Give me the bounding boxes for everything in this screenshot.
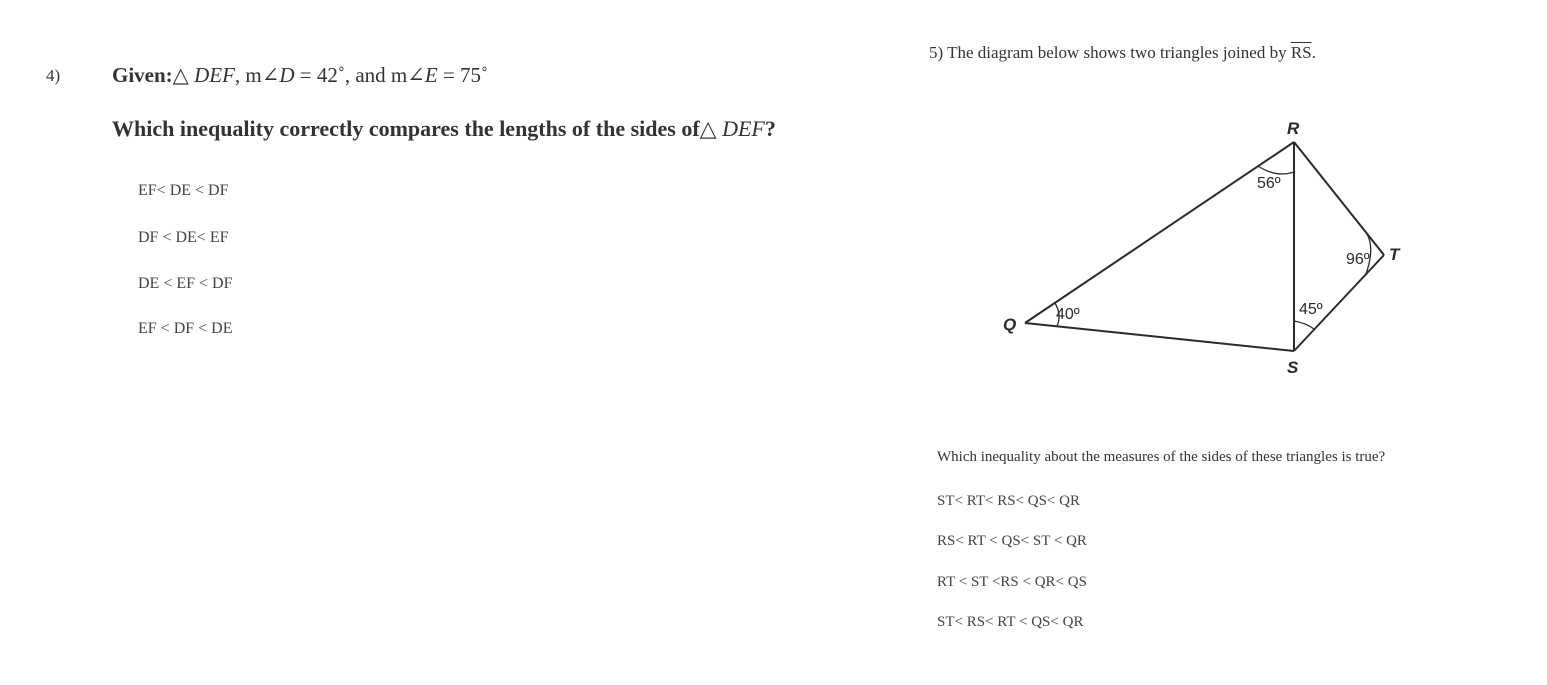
angle-label-s: 45º — [1299, 301, 1323, 318]
angle-d-value: = 42˚ — [294, 63, 345, 87]
vertex-label-t: T — [1389, 245, 1400, 264]
angle-arc-r — [1258, 166, 1294, 174]
question-4-option-3[interactable]: DE < EF < DF — [138, 275, 233, 292]
question-5-option-1[interactable]: ST< RT< RS< QS< QR — [937, 493, 1080, 509]
question-4-number: 4) — [46, 66, 61, 85]
question-4-option-4[interactable]: EF < DF < DE — [138, 320, 233, 337]
angle-label-q: 40º — [1056, 306, 1080, 323]
prompt-triangle-name: DEF — [722, 116, 765, 141]
angle-arc-s — [1294, 321, 1314, 329]
given-separator-2: , and m∠ — [344, 63, 425, 87]
prompt-triangle-symbol: △ — [699, 116, 717, 141]
edge-qs — [1025, 323, 1294, 351]
vertex-label-r: R — [1287, 119, 1300, 138]
angle-e-var: E — [424, 63, 438, 87]
question-5-option-4[interactable]: ST< RS< RT < QS< QR — [937, 614, 1084, 630]
vertex-label-q: Q — [1003, 315, 1017, 334]
triangle-name: DEF — [194, 63, 235, 87]
angle-e-value: = 75˚ — [437, 63, 489, 87]
question-4-option-2[interactable]: DF < DE< EF — [138, 229, 229, 246]
edge-rt — [1294, 142, 1384, 255]
title-suffix: . — [1311, 43, 1316, 62]
question-5-prompt: Which inequality about the measures of the sides of these triangles is true? — [937, 449, 1386, 465]
given-label: Given: — [112, 63, 173, 87]
question-5-option-3[interactable]: RT < ST <RS < QR< QS — [937, 574, 1087, 590]
title-prefix: 5) The diagram below shows two triangles joined by — [929, 43, 1291, 62]
segment-rs: $\overline{RS}$ — [1290, 43, 1312, 62]
vertex-label-s: S — [1287, 358, 1299, 377]
question-5-option-2[interactable]: RS< RT < QS< ST < QR — [937, 533, 1087, 549]
angle-arcs — [1055, 166, 1371, 329]
angle-label-r: 56º — [1257, 175, 1281, 192]
given-separator-1: , m∠ — [234, 63, 280, 87]
prompt-text: Which inequality correctly compares the lengths of the sides of — [112, 116, 700, 141]
prompt-end: ? — [764, 116, 776, 141]
edge-qr — [1025, 142, 1294, 323]
question-4-option-1[interactable]: EF< DE < DF — [138, 182, 229, 199]
triangle-symbol: △ — [172, 63, 189, 87]
angle-label-t: 96º — [1346, 251, 1370, 268]
angle-d-var: D — [279, 63, 295, 87]
